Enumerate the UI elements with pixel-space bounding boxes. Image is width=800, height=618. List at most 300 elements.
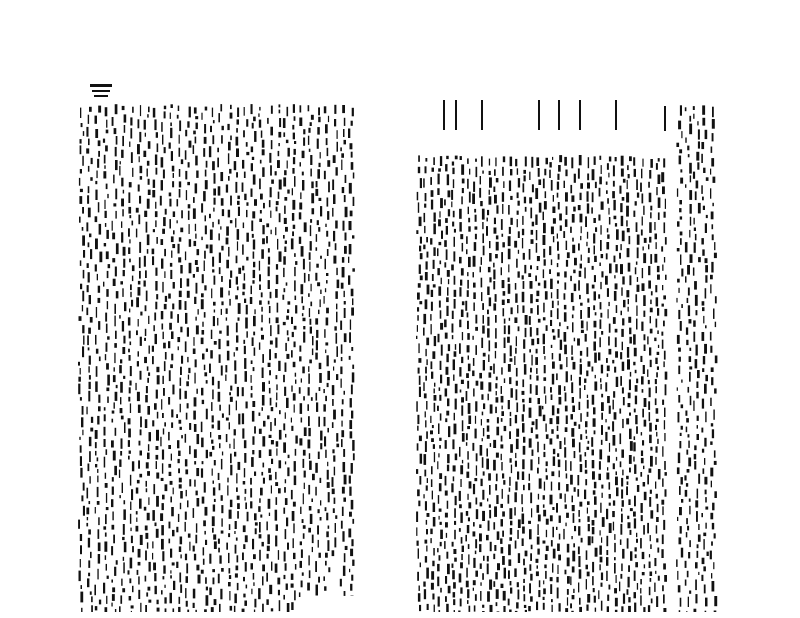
glyph-stroke (704, 344, 707, 354)
glyph-stroke (214, 599, 217, 605)
glyph-stroke (128, 429, 131, 438)
glyph-stroke (549, 170, 551, 178)
glyph-stroke (262, 576, 264, 585)
glyph-stroke (212, 516, 215, 526)
glyph-stroke (571, 414, 574, 419)
glyph-stroke (627, 516, 629, 519)
glyph-stroke (454, 237, 456, 247)
glyph-stroke (259, 534, 262, 538)
glyph-stroke (461, 380, 464, 384)
glyph-stroke (529, 474, 530, 481)
glyph-stroke (525, 610, 527, 612)
glyph-stroke (105, 514, 107, 524)
glyph-stroke (455, 344, 456, 350)
glyph-stroke (254, 348, 256, 356)
glyph-stroke (195, 535, 197, 544)
glyph-stroke (606, 242, 609, 249)
glyph-stroke (621, 606, 623, 612)
glyph-stroke (694, 445, 696, 450)
glyph-stroke (630, 508, 633, 511)
glyph-stroke (112, 221, 113, 231)
glyph-stroke (88, 464, 90, 472)
glyph-stroke (131, 489, 133, 500)
glyph-stroke (432, 594, 434, 600)
glyph-stroke (487, 556, 489, 562)
glyph-stroke (552, 362, 555, 369)
glyph-stroke (179, 420, 182, 424)
glyph-stroke (123, 190, 124, 194)
glyph-stroke (86, 308, 88, 316)
glyph-stroke (285, 434, 286, 438)
glyph-stroke (522, 414, 524, 421)
glyph-stroke (601, 254, 604, 258)
glyph-stroke (535, 357, 538, 365)
glyph-stroke (711, 573, 712, 578)
glyph-stroke (187, 610, 189, 612)
glyph-stroke (276, 448, 277, 455)
glyph-stroke (130, 514, 131, 524)
glyph-stroke (635, 201, 637, 205)
glyph-stroke (246, 331, 248, 337)
glyph-stroke (308, 366, 309, 372)
glyph-stroke (531, 230, 534, 235)
glyph-stroke (235, 182, 237, 193)
glyph-stroke (695, 295, 698, 306)
glyph-stroke (713, 410, 714, 420)
glyph-stroke (650, 572, 653, 577)
glyph-stroke (587, 572, 590, 577)
glyph-stroke (318, 577, 320, 583)
glyph-stroke (593, 342, 596, 351)
glyph-stroke (129, 331, 131, 339)
glyph-stroke (252, 234, 254, 238)
glyph-stroke (242, 183, 244, 192)
glyph-stroke (416, 401, 418, 411)
glyph-stroke (615, 477, 618, 486)
glyph-stroke (168, 294, 171, 299)
glyph-stroke (172, 530, 175, 536)
glyph-stroke (229, 510, 232, 519)
glyph-stroke (237, 583, 239, 590)
glyph-stroke (113, 175, 115, 184)
glyph-stroke (537, 549, 539, 555)
glyph-stroke (516, 368, 518, 377)
glyph-stroke (276, 524, 278, 531)
glyph-stroke (295, 380, 296, 384)
glyph-stroke (325, 342, 328, 345)
glyph-stroke (325, 224, 326, 227)
glyph-stroke (572, 306, 574, 311)
glyph-stroke (537, 305, 539, 315)
glyph-stroke (508, 559, 511, 566)
glyph-stroke (349, 356, 351, 360)
glyph-stroke (271, 608, 273, 611)
glyph-stroke (194, 373, 195, 384)
glyph-stroke (278, 143, 280, 146)
glyph-stroke (104, 427, 106, 436)
glyph-stroke (439, 438, 441, 441)
glyph-stroke (694, 228, 696, 232)
glyph-stroke (493, 303, 496, 310)
glyph-stroke (107, 271, 109, 278)
glyph-stroke (160, 437, 161, 447)
glyph-stroke (319, 387, 321, 391)
glyph-stroke (714, 611, 717, 613)
glyph-stroke (189, 141, 192, 148)
glyph-stroke (251, 386, 253, 390)
glyph-stroke (693, 172, 695, 179)
glyph-stroke (114, 353, 115, 363)
glyph-stroke (89, 375, 91, 380)
glyph-stroke (318, 227, 320, 232)
glyph-stroke (139, 441, 141, 446)
glyph-stroke (696, 310, 698, 315)
glyph-stroke (570, 475, 573, 485)
glyph-stroke (171, 409, 173, 417)
glyph-stroke (677, 517, 678, 521)
glyph-stroke (179, 389, 181, 400)
glyph-stroke (710, 513, 713, 520)
glyph-stroke (418, 548, 419, 558)
glyph-stroke (121, 232, 123, 242)
glyph-stroke (417, 307, 419, 311)
glyph-stroke (193, 145, 195, 154)
glyph-stroke (536, 376, 538, 381)
glyph-stroke (122, 537, 125, 540)
glyph-stroke (341, 409, 343, 416)
glyph-stroke (587, 191, 589, 201)
glyph-stroke (677, 387, 678, 390)
glyph-stroke (120, 161, 121, 164)
glyph-stroke (349, 512, 352, 517)
glyph-stroke (303, 525, 306, 529)
glyph-stroke (495, 383, 497, 388)
glyph-stroke (327, 249, 329, 256)
glyph-stroke (267, 118, 269, 124)
glyph-stroke (308, 440, 311, 449)
glyph-stroke (185, 459, 188, 466)
glyph-stroke (425, 411, 426, 417)
glyph-stroke (269, 513, 270, 516)
glyph-stroke (129, 215, 131, 218)
glyph-stroke (647, 523, 649, 534)
glyph-stroke (86, 407, 87, 415)
glyph-stroke (558, 385, 561, 395)
glyph-stroke (710, 398, 712, 406)
glyph-stroke (304, 427, 307, 436)
glyph-stroke (205, 170, 207, 177)
glyph-stroke (137, 570, 139, 575)
glyph-stroke (122, 321, 124, 332)
glyph-stroke (592, 520, 595, 526)
glyph-stroke (459, 573, 462, 582)
glyph-stroke (144, 211, 147, 217)
glyph-stroke (188, 204, 191, 208)
glyph-stroke (205, 215, 207, 221)
glyph-stroke (332, 385, 335, 395)
glyph-stroke (530, 308, 532, 313)
glyph-stroke (558, 202, 560, 210)
glyph-stroke (687, 469, 690, 473)
glyph-stroke (578, 243, 580, 250)
glyph-stroke (95, 239, 98, 250)
glyph-stroke (537, 266, 539, 270)
glyph-stroke (152, 510, 155, 521)
glyph-stroke (88, 272, 90, 282)
glyph-stroke (420, 178, 422, 188)
glyph-stroke (139, 156, 140, 162)
glyph-stroke (438, 334, 440, 343)
glyph-stroke (538, 590, 540, 597)
glyph-stroke (473, 272, 475, 277)
glyph-stroke (510, 521, 512, 526)
glyph-stroke (95, 507, 96, 514)
glyph-stroke (557, 281, 559, 284)
glyph-stroke (154, 119, 156, 130)
glyph-stroke (195, 156, 198, 166)
glyph-stroke (276, 375, 278, 379)
glyph-stroke (285, 498, 288, 505)
glyph-stroke (678, 453, 680, 464)
glyph-stroke (302, 172, 304, 176)
glyph-stroke (662, 265, 663, 271)
glyph-stroke (246, 402, 248, 409)
glyph-stroke (131, 611, 132, 612)
glyph-stroke (153, 180, 155, 188)
glyph-stroke (195, 137, 197, 144)
glyph-stroke (616, 471, 618, 475)
glyph-stroke (712, 203, 714, 206)
glyph-stroke (454, 351, 457, 357)
glyph-stroke (317, 525, 319, 534)
glyph-stroke (543, 269, 544, 278)
glyph-stroke (454, 290, 457, 297)
glyph-stroke (622, 197, 625, 201)
glyph-stroke (179, 484, 182, 488)
glyph-stroke (510, 196, 512, 200)
glyph-stroke (564, 181, 566, 188)
glyph-stroke (516, 259, 518, 268)
glyph-stroke (234, 161, 237, 170)
glyph-stroke (424, 470, 426, 477)
glyph-stroke (155, 281, 157, 291)
glyph-stroke (441, 345, 443, 356)
glyph-stroke (88, 347, 90, 350)
glyph-stroke (678, 585, 681, 592)
glyph-stroke (578, 547, 580, 555)
glyph-stroke (112, 258, 115, 262)
glyph-stroke (473, 484, 475, 494)
glyph-stroke (431, 302, 433, 311)
glyph-stroke (544, 365, 546, 373)
glyph-stroke (225, 365, 227, 372)
glyph-stroke (144, 281, 146, 287)
glyph-stroke (234, 606, 236, 612)
glyph-stroke (187, 500, 189, 507)
glyph-stroke (629, 275, 631, 285)
glyph-stroke (501, 252, 503, 263)
glyph-stroke (564, 157, 567, 166)
glyph-stroke (636, 478, 638, 481)
glyph-stroke (621, 478, 623, 487)
glyph-stroke (227, 341, 230, 347)
glyph-stroke (131, 300, 133, 307)
glyph-stroke (226, 308, 228, 314)
glyph-stroke (622, 419, 624, 428)
glyph-stroke (423, 382, 424, 391)
glyph-stroke (202, 354, 205, 360)
glyph-stroke (236, 256, 238, 264)
glyph-stroke (260, 194, 263, 200)
glyph-stroke (447, 270, 450, 277)
glyph-stroke (204, 285, 206, 290)
glyph-stroke (235, 295, 238, 299)
glyph-stroke (430, 314, 431, 321)
glyph-stroke (496, 391, 497, 395)
glyph-stroke (460, 156, 462, 160)
glyph-stroke (657, 504, 659, 512)
glyph-stroke (445, 596, 447, 602)
glyph-stroke (579, 569, 582, 578)
glyph-stroke (662, 478, 664, 486)
glyph-stroke (221, 309, 222, 315)
glyph-stroke (592, 471, 595, 479)
glyph-stroke (557, 435, 559, 439)
glyph-stroke (530, 368, 532, 373)
glyph-stroke (713, 177, 716, 183)
glyph-stroke (107, 375, 110, 386)
glyph-stroke (327, 470, 329, 480)
glyph-stroke (681, 304, 683, 308)
glyph-stroke (544, 444, 546, 450)
glyph-stroke (276, 402, 278, 407)
glyph-stroke (138, 549, 141, 558)
glyph-stroke (614, 412, 617, 419)
glyph-stroke (629, 328, 631, 335)
glyph-stroke (105, 145, 108, 151)
glyph-stroke (128, 247, 130, 254)
glyph-stroke (197, 498, 200, 507)
glyph-stroke (592, 450, 595, 456)
glyph-stroke (577, 489, 579, 497)
glyph-stroke (277, 160, 280, 168)
glyph-stroke (601, 413, 603, 420)
glyph-stroke (473, 558, 475, 568)
glyph-stroke (524, 364, 527, 375)
glyph-stroke (201, 113, 202, 120)
glyph-stroke (634, 169, 636, 177)
glyph-stroke (115, 189, 117, 200)
glyph-stroke (80, 108, 81, 118)
glyph-stroke (180, 584, 182, 593)
glyph-stroke (462, 179, 465, 184)
glyph-stroke (650, 254, 652, 264)
glyph-stroke (342, 267, 345, 277)
glyph-stroke (643, 311, 645, 317)
glyph-stroke (169, 193, 172, 197)
glyph-stroke (483, 471, 485, 475)
glyph-stroke (243, 481, 246, 485)
glyph-stroke (643, 607, 645, 612)
glyph-stroke (698, 474, 700, 484)
glyph-stroke (644, 345, 646, 352)
glyph-stroke (680, 238, 682, 245)
glyph-stroke (78, 362, 80, 366)
glyph-stroke (483, 353, 486, 357)
glyph-stroke (179, 597, 181, 604)
glyph-stroke (532, 184, 534, 192)
glyph-stroke (546, 546, 549, 551)
glyph-stroke (599, 263, 601, 267)
glyph-stroke (343, 129, 345, 137)
glyph-stroke (317, 127, 320, 135)
glyph-stroke (697, 162, 699, 169)
glyph-stroke (609, 157, 611, 162)
glyph-stroke (453, 549, 456, 554)
glyph-stroke (664, 351, 666, 360)
glyph-stroke (352, 268, 355, 271)
glyph-stroke (237, 241, 238, 250)
glyph-stroke (112, 594, 115, 601)
glyph-stroke (177, 115, 179, 119)
glyph-stroke (452, 542, 454, 547)
glyph-stroke (138, 576, 140, 584)
glyph-stroke (236, 128, 238, 133)
glyph-stroke (686, 450, 688, 455)
glyph-stroke (335, 523, 336, 533)
glyph-stroke (185, 313, 187, 324)
glyph-stroke (629, 455, 632, 464)
glyph-stroke (650, 447, 652, 451)
glyph-stroke (613, 181, 615, 187)
glyph-stroke (218, 113, 220, 122)
glyph-stroke (588, 361, 591, 366)
glyph-stroke (292, 125, 294, 130)
glyph-stroke (677, 221, 680, 226)
glyph-stroke (336, 433, 338, 442)
glyph-stroke (177, 199, 179, 206)
glyph-stroke (269, 435, 272, 438)
glyph-stroke (119, 315, 121, 319)
glyph-stroke (480, 201, 483, 206)
glyph-stroke (114, 567, 116, 576)
glyph-stroke (543, 317, 546, 320)
glyph-stroke (444, 541, 446, 549)
glyph-stroke (270, 292, 272, 299)
glyph-stroke (279, 410, 281, 414)
glyph-stroke (662, 535, 664, 545)
glyph-stroke (605, 432, 607, 441)
glyph-stroke (153, 563, 156, 571)
glyph-stroke (640, 579, 642, 584)
glyph-stroke (623, 179, 626, 183)
glyph-stroke (80, 284, 82, 290)
glyph-stroke (473, 182, 475, 192)
glyph-stroke (664, 433, 665, 441)
glyph-stroke (487, 564, 489, 575)
glyph-stroke (114, 367, 115, 371)
glyph-stroke (468, 544, 470, 549)
glyph-stroke (122, 106, 125, 110)
glyph-stroke (516, 336, 517, 346)
glyph-stroke (311, 182, 313, 189)
glyph-stroke (193, 337, 194, 346)
glyph-stroke (351, 575, 353, 581)
glyph-stroke (510, 458, 512, 463)
glyph-stroke (144, 256, 146, 267)
glyph-stroke (328, 567, 330, 572)
glyph-stroke (156, 132, 158, 138)
